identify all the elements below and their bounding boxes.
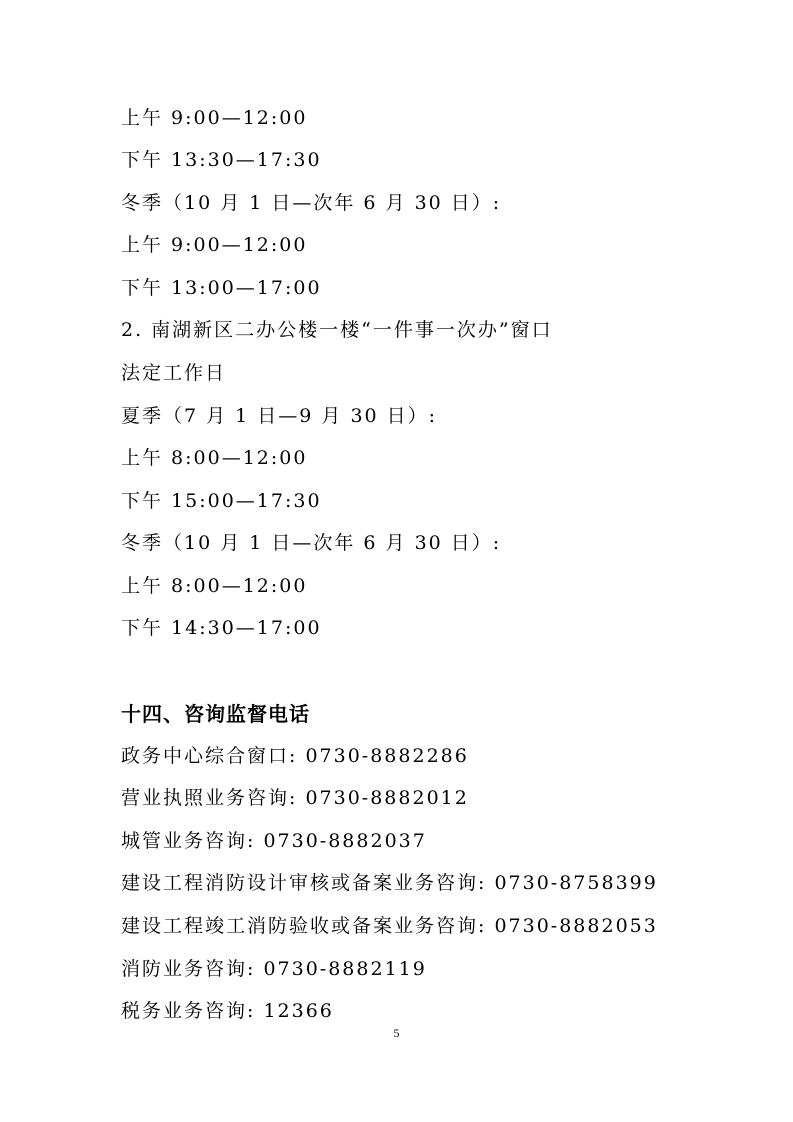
window2-workdays-label: 法定工作日 [121, 362, 227, 384]
contact-line-service-center: 政务中心综合窗口: 0730-8882286 [121, 745, 469, 767]
window2-winter-afternoon-hours: 下午 14:30—17:00 [121, 617, 322, 639]
window1-winter-season-label: 冬季（10 月 1 日—次年 6 月 30 日）: [121, 192, 502, 214]
contact-line-fire-design-review: 建设工程消防设计审核或备案业务咨询: 0730-8758399 [121, 872, 658, 894]
contact-line-business-license: 营业执照业务咨询: 0730-8882012 [121, 787, 469, 809]
section-14-heading: 十四、咨询监督电话 [121, 702, 310, 726]
window2-title: 2. 南湖新区二办公楼一楼“一件事一次办”窗口 [121, 319, 553, 341]
window2-summer-season-label: 夏季（7 月 1 日—9 月 30 日）: [121, 405, 438, 427]
contact-line-tax-services: 税务业务咨询: 12366 [121, 1000, 334, 1022]
window2-winter-morning-hours: 上午 8:00—12:00 [121, 575, 308, 597]
window2-summer-morning-hours: 上午 8:00—12:00 [121, 447, 308, 469]
window1-winter-morning-hours: 上午 9:00—12:00 [121, 234, 308, 256]
window2-summer-afternoon-hours: 下午 15:00—17:30 [121, 490, 322, 512]
contact-line-fire-services: 消防业务咨询: 0730-8882119 [121, 958, 427, 980]
window2-winter-season-label: 冬季（10 月 1 日—次年 6 月 30 日）: [121, 532, 502, 554]
window1-summer-afternoon-hours: 下午 13:30—17:30 [121, 149, 322, 171]
contact-line-urban-management: 城管业务咨询: 0730-8882037 [121, 830, 427, 852]
contact-line-fire-acceptance: 建设工程竣工消防验收或备案业务咨询: 0730-8882053 [121, 915, 658, 937]
page-number: 5 [393, 1026, 400, 1040]
window1-summer-morning-hours: 上午 9:00—12:00 [121, 107, 308, 129]
window1-winter-afternoon-hours: 下午 13:00—17:00 [121, 277, 322, 299]
